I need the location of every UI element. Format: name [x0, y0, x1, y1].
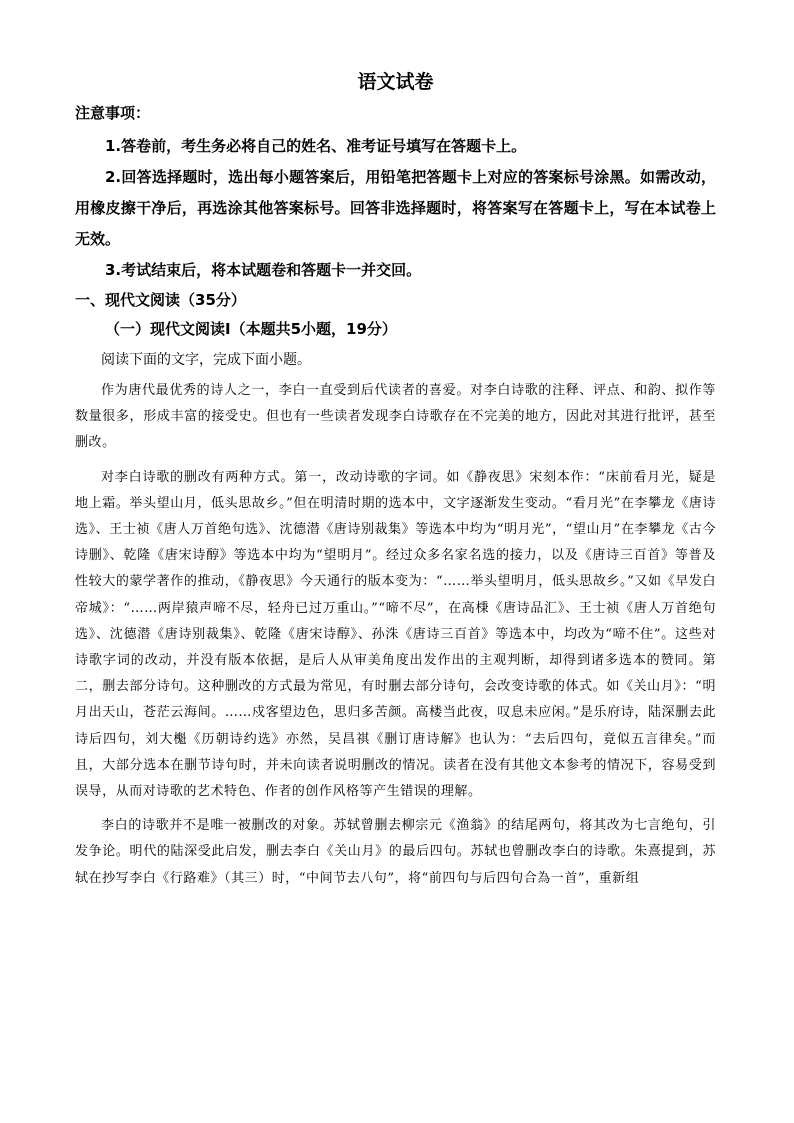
subsection-heading: （一）现代文阅读Ⅰ（本题共5小题，19分） [105, 320, 397, 338]
notice-item-3: 3.考试结束后，将本试题卷和答题卡一并交回。 [105, 261, 422, 279]
page-title: 语文试卷 [357, 71, 434, 93]
notice-item-1: 1.答卷前，考生务必将自己的姓名、准考证号填写在答题卡上。 [105, 137, 527, 155]
notice-heading: 注意事项： [75, 104, 151, 122]
passage-paragraph-1: 作为唐代最优秀的诗人之一，李白一直受到后代读者的喜爱。对李白诗歌的注释、评点、和韵、拟作等数量很多，形成丰富的接受史。但也有一些读者发现李白诗歌存在不完美的地方，因此对其进行批评，甚至删改。 [75, 383, 716, 451]
section-heading: 一、现代文阅读（35分） [75, 291, 246, 309]
reading-instruction: 阅读下面的文字，完成下面小题。 [101, 352, 311, 368]
passage-paragraph-2: 对李白诗歌的删改有两种方式。第一，改动诗歌的字词。如《静夜思》宋刻本作：“床前看月光，疑是地上霜。举头望山月，低头思故乡。”但在明清时期的选本中，文字逐渐发生变动。“看月光”在李攀龙《唐诗选》、王士祯《唐人万首绝句选》、沈德潜《唐诗别裁集》等选本中均为“明月光”，“望山月”在李攀龙《古今诗删》、乾隆《唐宋诗醇》等选本中均为“望明月”。经过众多名家名选的接力，以及《唐诗三百首》等普及性较大的蒙学著作的推动，《静夜思》今天通行的版本变为：“……举头望明月，低头思故乡。”又如《早发白帝城》：“……两岸猿声啼不尽，轻舟已过万重山。”“啼不尽”，在高棅《唐诗品汇》、王士祯《唐人万首绝句选》、沈德潜《唐诗别裁集》、乾隆《唐宋诗醇》、孙洙《唐诗三百首》等选本中，均改为“啼不住”。这些对诗歌字词的改动，并没有版本依据，是后人从审美角度出发作出的主观判断，却得到诸多选本的赞同。第二，删去部分诗句。这种删改的方式最为常见，有时删去部分诗句，会改变诗歌的体式。如《关山月》：“明月出天山，苍茫云海间。……戍客望边色，思归多苦颜。高楼当此夜，叹息未应闲。”是乐府诗，陆深删去此诗后四句，刘大櫆《历朝诗约选》亦然，吴昌祺《删订唐诗解》也认为：“去后四句，竟似五言律矣。”而且，大部分选本在删节诗句时，并未向读者说明删改的情况。读者在没有其他文本参考的情况下，容易受到误导，从而对诗歌的艺术特色、作者的创作风格等产生错误的理解。 [75, 469, 716, 800]
notice-item-2: 2.回答选择题时，选出每小题答案后，用铅笔把答题卡上对应的答案标号涂黑。如需改动，用橡皮擦干净后，再选涂其他答案标号。回答非选择题时，将答案写在答题卡上，写在本试卷上无效。 [75, 168, 716, 248]
passage-paragraph-3: 李白的诗歌并不是唯一被删改的对象。苏轼曾删去柳宗元《渔翁》的结尾两句，将其改为七言绝句，引发争论。明代的陆深受此启发，删去李白《关山月》的最后四句。苏轼也曾删改李白的诗歌。朱熹提到，苏轼在抄写李白《行路难》（其三）时，“中间节去八句”，将“前四句与后四句合為一首”，重新组 [75, 818, 716, 886]
